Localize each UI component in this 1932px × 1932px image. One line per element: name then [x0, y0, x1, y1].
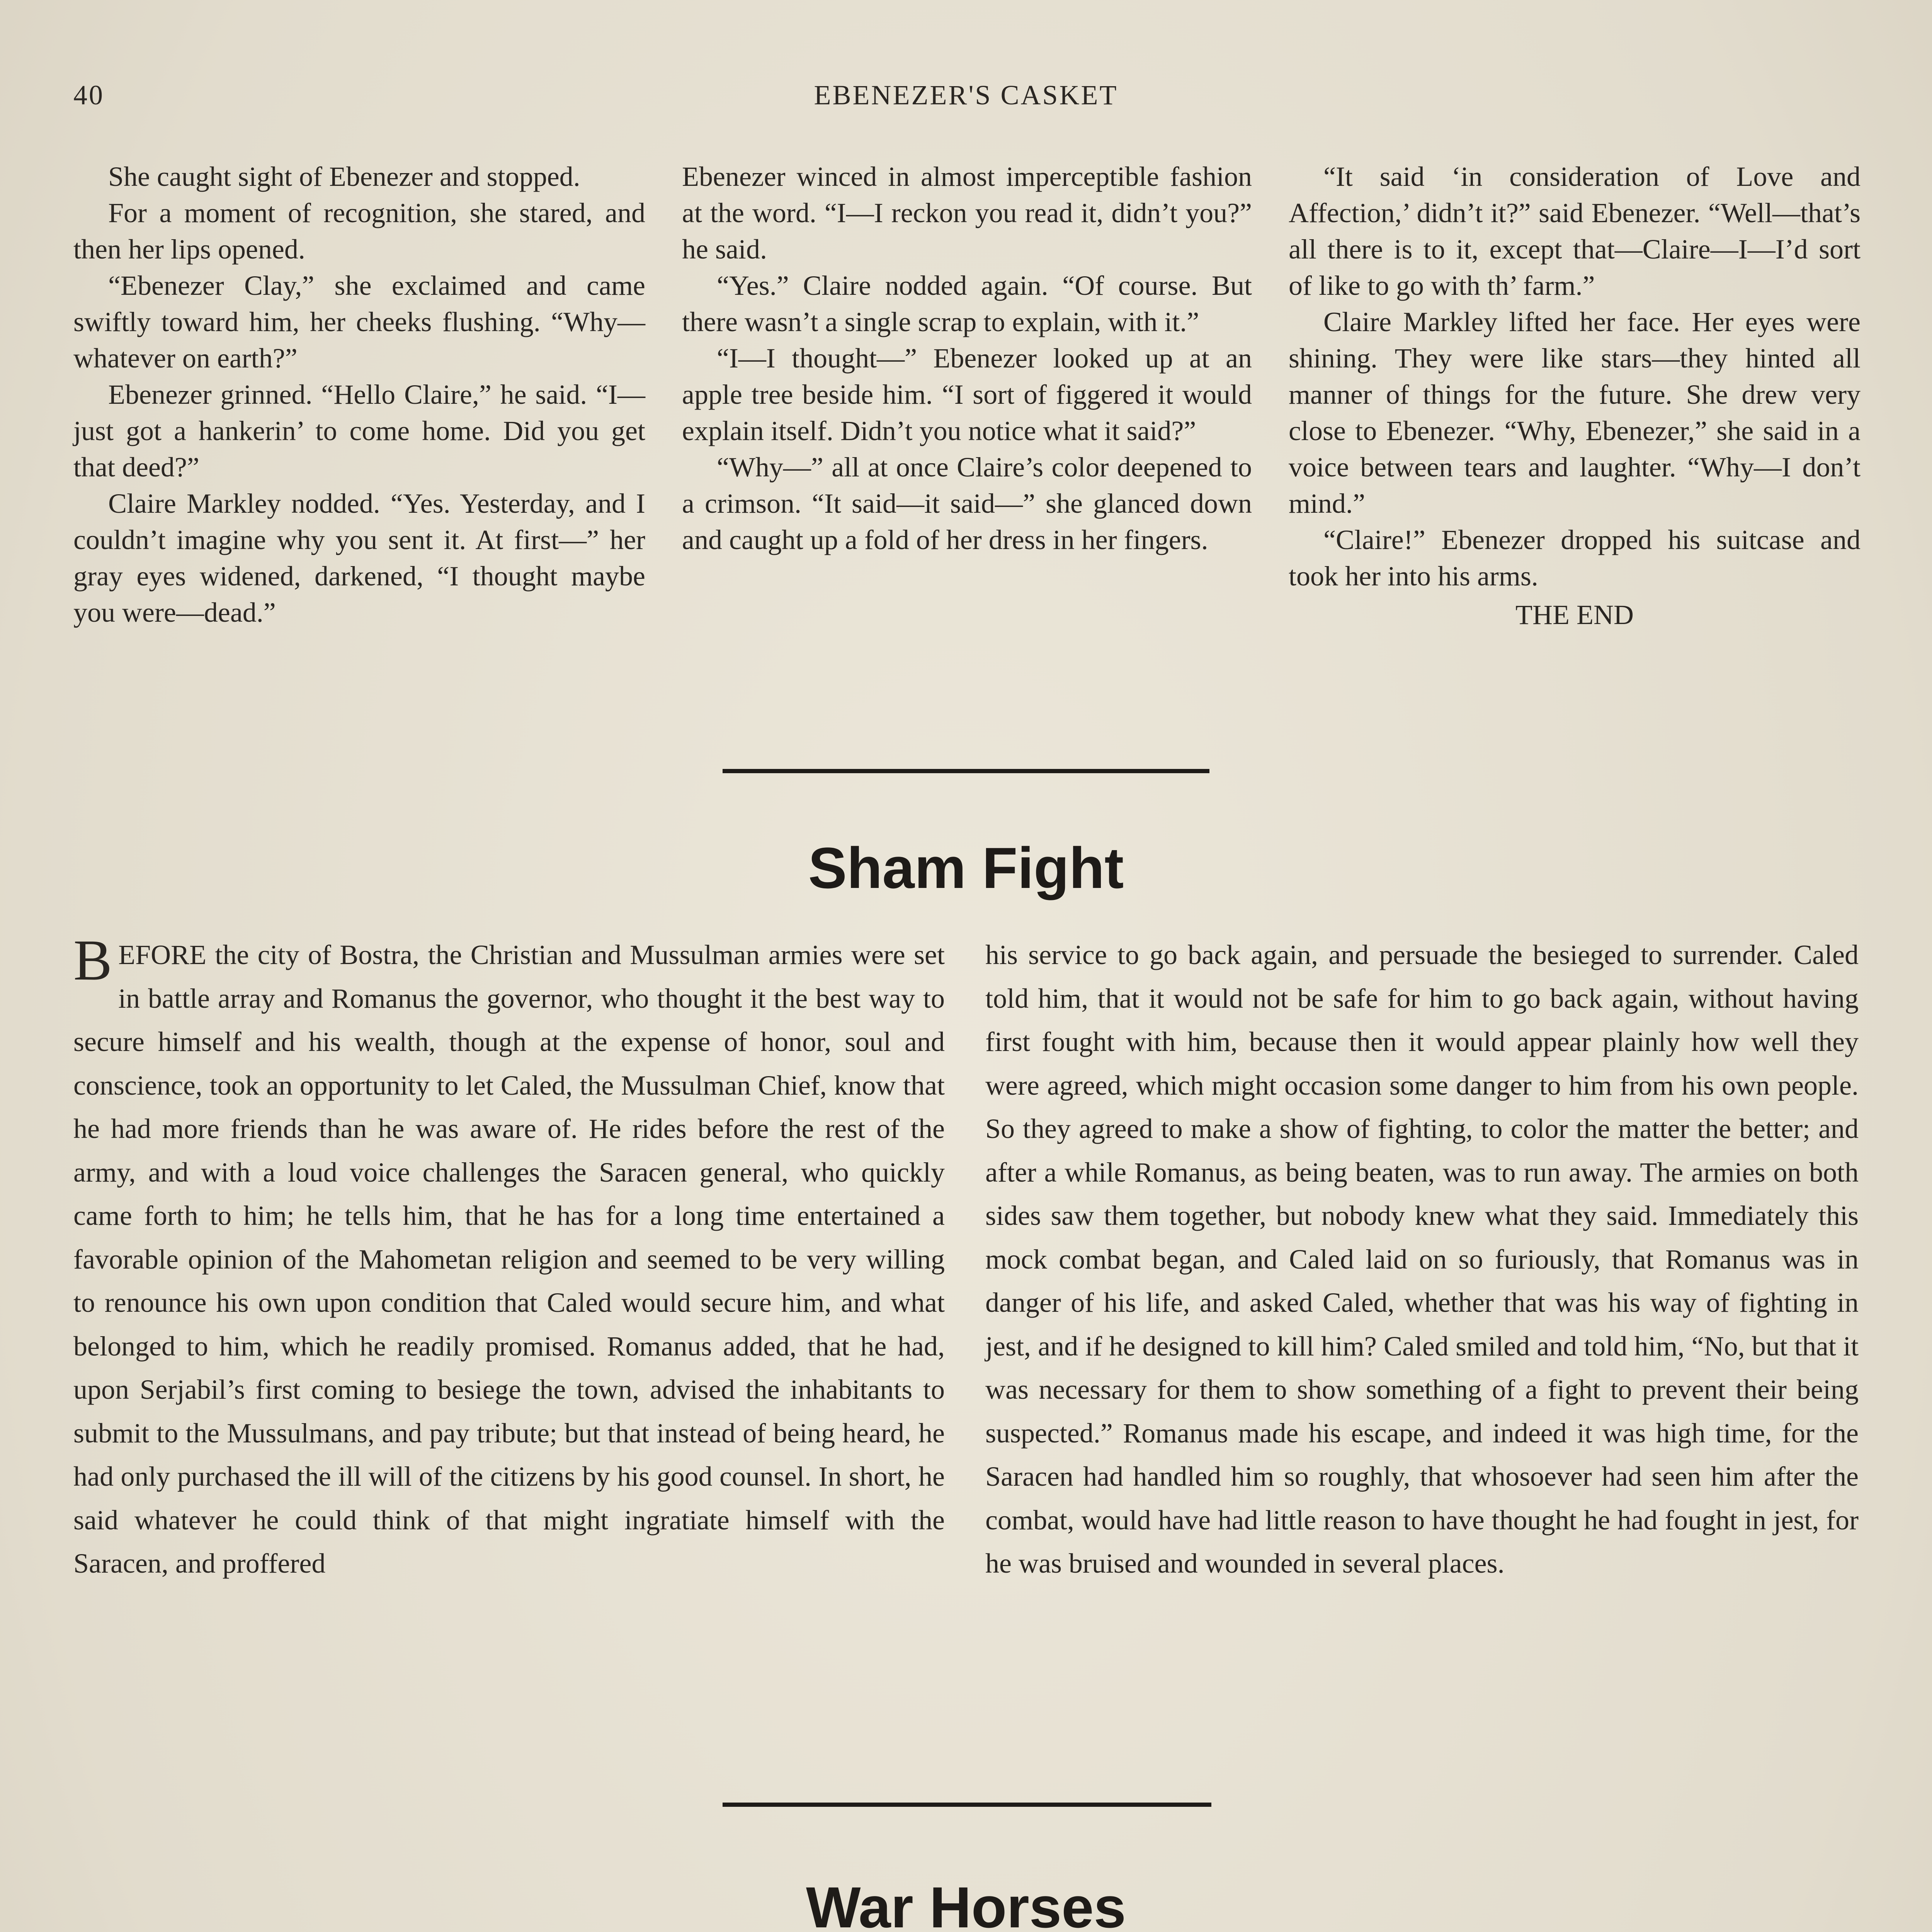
paragraph: Ebenezer grinned. “Hello Claire,” he said. “I—just got a hankerin’ to come home. Did you get that deed?” — [73, 379, 645, 483]
top-story-column-3 — [1289, 158, 1861, 633]
the-end-mark: THE END — [1515, 599, 1634, 630]
paragraph: Claire Markley lifted her face. Her eyes were shining. They were like stars—they hinted all manner of things for the future. She drew very close to Ebenezer. “Why, Ebenezer,” she said in a voice between tears and laughter. “Why—I don’t mind.” — [1289, 306, 1861, 519]
section-divider — [723, 1803, 1211, 1807]
sham-fight-column-1 — [73, 928, 945, 1585]
drop-cap: B — [73, 928, 112, 992]
paragraph: “Why—” all at once Claire’s color deepened to a crimson. “It said—it said—” she glanced down and caught up a fold of her dress in her fingers. — [682, 452, 1252, 555]
paragraph: For a moment of recognition, she stared, and then her lips opened. — [73, 197, 645, 265]
paragraph: Claire Markley nodded. “Yes. Yesterday, and I couldn’t imagine why you sent it. At first—” her gray eyes widened, darkened, “I thought maybe you were—dead.” — [73, 488, 645, 628]
article-text: EFORE the city of Bostra, the Christian and Mussulman armies were set in battle array and Romanus the governor, who thought it the best way to secure himself and his wealth, though at the expense of honor, soul and conscience, took an opportunity to let Caled, the Mussulman Chief, know that he had more friends than he was aware of. He rides before the rest of the army, and with a loud voice challenges the Saracen general, who quickly came forth to him; he tells him, that he has for a long time entertained a favorable opinion of the Mahometan religion and seemed to be very willing to renounce his own upon condition that Caled would secure him, and what belonged to him, which he readily promised. Romanus added, that he had, upon Serjabil’s first coming to besiege the town, advised the inhabitants to submit to the Mussulmans, and pay tribute; but that instead of being heard, he had only purchased the ill will of the citizens by his good counsel. In short, he said whatever he could think of that might ingratiate himself with the Saracen, and proffered — [73, 939, 945, 1579]
section-divider — [723, 769, 1209, 773]
top-story-column-2 — [682, 158, 1252, 558]
top-story-column-1 — [73, 158, 645, 631]
paragraph: “Yes.” Claire nodded again. “Of course. But there wasn’t a single scrap to explain, with it.” — [682, 270, 1252, 337]
sham-fight-heading: Sham Fight — [808, 835, 1124, 900]
paragraph: Ebenezer winced in almost imperceptible fashion at the word. “I—I reckon you read it, didn’t you?” he said. — [682, 161, 1252, 265]
war-horses-heading: War Horses — [806, 1875, 1126, 1932]
page-number: 40 — [73, 80, 104, 111]
page-header — [73, 79, 1859, 122]
paragraph: “I—I thought—” Ebenezer looked up at an apple tree beside him. “I sort of figgered it would explain itself. Didn’t you notice what it said?” — [682, 343, 1252, 446]
running-title: EBENEZER'S CASKET — [814, 80, 1118, 111]
paragraph: “It said ‘in consideration of Love and Affection,’ didn’t it?” said Ebenezer. “Well—that’s all there is to it, except that—Claire—I—I’d sort of like to go with th’ farm.” — [1289, 161, 1861, 301]
article-text: his service to go back again, and persuade the besieged to surrender. Caled told him, that it would not be safe for him to go back again, without having first fought with him, because then it would appear plainly how well they were agreed, which might occasion some danger to him from his own people. So they agreed to make a show of fighting, to color the matter the better; and after a while Romanus, as being beaten, was to run away. The armies on both sides saw them together, but nobody knew what they said. Immediately this mock combat began, and Caled laid on so furiously, that Romanus was in danger of his life, and asked Caled, whether that was his way of fighting in jest, and if he designed to kill him? Caled smiled and told him, “No, but that it was necessary for them to show something of a fight to prevent their being suspected.” Romanus made his escape, and indeed it was high time, for the Saracen had handled him so roughly, that whosoever had seen him after the combat, would have had little reason to have thought he had fought in jest, for he was bruised and wounded in several places. — [985, 939, 1859, 1579]
paragraph: “Claire!” Ebenezer dropped his suitcase and took her into his arms. — [1289, 524, 1861, 592]
paragraph: She caught sight of Ebenezer and stopped. — [108, 161, 580, 192]
paragraph: “Ebenezer Clay,” she exclaimed and came swiftly toward him, her cheeks flushing. “Why—whatever on earth?” — [73, 270, 645, 374]
sham-fight-column-2 — [985, 933, 1859, 1585]
